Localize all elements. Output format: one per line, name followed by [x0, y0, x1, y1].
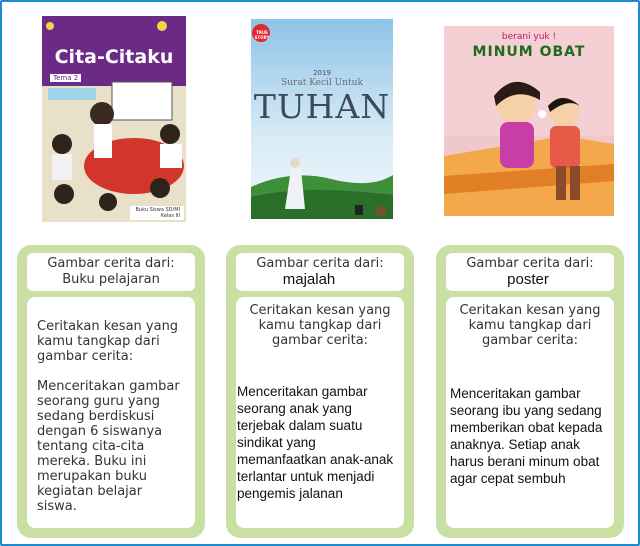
book-footer-b: Kelas III [160, 213, 180, 219]
answer-text: Menceritakan gambar seorang guru yang sedang berdiskusi dengan 6 siswanya tentang cita-cita mereka. Buku ini merupakan buku kegiatan belajar siswa. [37, 379, 180, 514]
prompt-source: majalah [282, 271, 336, 288]
story-card-book [17, 245, 205, 538]
card-body [236, 297, 404, 528]
prompt-label: Gambar cerita dari: [47, 256, 175, 271]
poster-small: berani yuk ! [501, 32, 557, 42]
question-text: Ceritakan kesan yang kamu tangkap dari gambar cerita: [37, 319, 179, 364]
card-prompt [236, 253, 404, 291]
magazine-title: TUHAN [253, 87, 391, 126]
card-body [446, 297, 614, 528]
magazine-badge: TRUE STORY [254, 30, 270, 40]
prompt-label: Gambar cerita dari: [256, 256, 384, 271]
magazine-subtitle: Surat Kecil Untuk [281, 78, 363, 88]
book-title: Cita-Citaku [54, 46, 174, 68]
story-card-poster [436, 245, 624, 538]
card-prompt [27, 253, 195, 291]
poster-title: MINUM OBAT [472, 44, 586, 60]
answer-text: Menceritakan gambar seorang anak yang terjebak dalam suatu sindikat yang memanfaatkan anak-anak terlantar untuk menjadi pengemis jalanan [237, 384, 394, 501]
story-card-magazine [226, 245, 414, 538]
prompt-label: Gambar cerita dari: [466, 256, 594, 271]
book-badge: Tema 2 [50, 74, 81, 82]
card-prompt [446, 253, 614, 291]
prompt-source: poster [507, 271, 549, 288]
poster-cover [444, 26, 614, 216]
magazine-year: 2019 [313, 69, 331, 77]
prompt-source: Buku pelajaran [62, 272, 160, 287]
card-body [27, 297, 195, 528]
book-cover [42, 16, 186, 222]
answer-text: Menceritakan gambar seorang ibu yang sedang memberikan obat kepada anaknya. Setiap anak harus berani minum obat agar cepat sembuh [450, 386, 603, 486]
magazine-cover [251, 19, 393, 219]
question-text: Ceritakan kesan yang kamu tangkap dari gambar cerita: [459, 303, 601, 348]
question-text: Ceritakan kesan yang kamu tangkap dari gambar cerita: [249, 303, 391, 348]
book-footer-a: Buku Siswa SD/MI [135, 207, 180, 213]
